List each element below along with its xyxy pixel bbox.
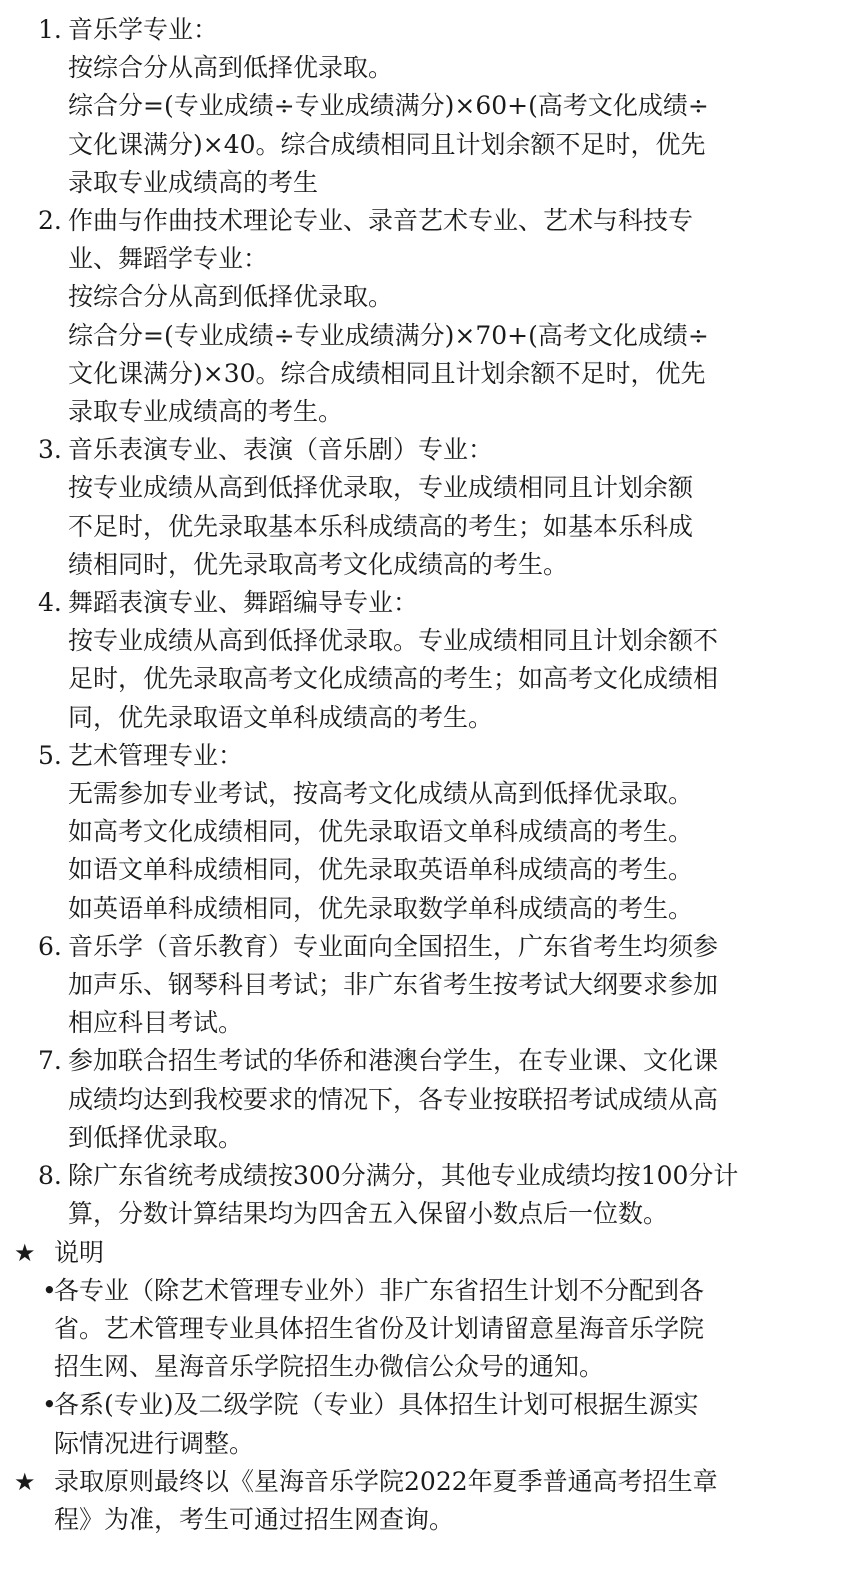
rule-item-6: [0, 928, 862, 1043]
item-line: 如英语单科成绩相同，优先录取数学单科成绩高的考生。: [68, 893, 694, 923]
bullet-line: 省。艺术管理专业具体招生省份及计划请留意星海音乐学院: [54, 1313, 705, 1343]
item-line: 综合分=(专业成绩÷专业成绩满分)×60+(高考文化成绩÷: [68, 91, 709, 121]
item-line: 艺术管理专业：: [68, 740, 244, 770]
item-number: 1.: [38, 15, 62, 44]
bullet-dot-icon: •: [42, 1275, 57, 1305]
bullet-line: 各专业（除艺术管理专业外）非广东省招生计划不分配到各: [54, 1275, 705, 1305]
item-line: 足时，优先录取高考文化成绩高的考生；如高考文化成绩相: [68, 664, 719, 694]
item-line: 按专业成绩从高到低择优录取。专业成绩相同且计划余额不: [68, 626, 719, 656]
note-title: 说明: [54, 1237, 105, 1267]
item-line: 录取专业成绩高的考生。: [68, 397, 344, 427]
item-line: 加声乐、钢琴科目考试；非广东省考生按考试大纲要求参加: [68, 970, 719, 1000]
item-line: 如高考文化成绩相同，优先录取语文单科成绩高的考生。: [68, 817, 694, 847]
final-line: 程》为准，考生可通过招生网查询。: [54, 1504, 455, 1534]
item-line: 绩相同时，优先录取高考文化成绩高的考生。: [68, 549, 569, 579]
item-line: 按综合分从高到低择优录取。: [68, 53, 394, 83]
item-line: 如语文单科成绩相同，优先录取英语单科成绩高的考生。: [68, 855, 694, 885]
rule-item-5: [0, 737, 862, 928]
bullet-dot-icon: •: [42, 1390, 57, 1420]
rule-item-4: [0, 584, 862, 737]
item-line: 除广东省统考成绩按300分满分，其他专业成绩均按100分计: [68, 1161, 739, 1191]
item-line: 综合分=(专业成绩÷专业成绩满分)×70+(高考文化成绩÷: [68, 320, 709, 350]
star-icon: ★: [14, 1467, 36, 1496]
item-number: 3.: [38, 435, 62, 465]
item-line: 音乐表演专业、表演（音乐剧）专业：: [68, 435, 494, 465]
item-line: 不足时，优先录取基本乐科成绩高的考生；如基本乐科成: [68, 511, 694, 541]
item-line: 业、舞蹈学专业：: [68, 244, 269, 274]
final-line: 录取原则最终以《星海音乐学院2022年夏季普通高考招生章: [54, 1466, 718, 1496]
bullet-line: 际情况进行调整。: [54, 1428, 255, 1458]
rule-item-7: [0, 1042, 862, 1157]
item-line: 文化课满分)×40。综合成绩相同且计划余额不足时，优先: [68, 129, 706, 159]
note-bullet-1: [0, 1272, 862, 1387]
rule-item-3: [0, 431, 862, 584]
note-heading: [0, 1234, 862, 1272]
item-line: 作曲与作曲技术理论专业、录音艺术专业、艺术与科技专: [68, 206, 694, 236]
rule-item-1: [0, 11, 862, 202]
item-number: 7.: [38, 1046, 62, 1076]
item-line: 录取专业成绩高的考生: [68, 167, 319, 197]
rule-item-8: [0, 1157, 862, 1233]
item-line: 成绩均达到我校要求的情况下，各专业按联招考试成绩从高: [68, 1084, 719, 1114]
item-line: 按综合分从高到低择优录取。: [68, 282, 394, 312]
item-line: 文化课满分)×30。综合成绩相同且计划余额不足时，优先: [68, 358, 706, 388]
item-line: 参加联合招生考试的华侨和港澳台学生，在专业课、文化课: [68, 1046, 719, 1076]
item-line: 到低择优录取。: [68, 1122, 244, 1152]
rule-item-2: [0, 202, 862, 431]
item-line: 音乐学（音乐教育）专业面向全国招生，广东省考生均须参: [68, 931, 719, 961]
item-number: 4.: [38, 588, 62, 618]
item-number: 8.: [38, 1161, 62, 1191]
item-line: 相应科目考试。: [68, 1008, 244, 1038]
item-line: 按专业成绩从高到低择优录取，专业成绩相同且计划余额: [68, 473, 694, 503]
item-number: 2.: [38, 206, 62, 236]
item-number: 6.: [38, 931, 62, 961]
star-icon: ★: [14, 1238, 36, 1267]
item-line: 无需参加专业考试，按高考文化成绩从高到低择优录取。: [68, 779, 694, 809]
bullet-line: 招生网、星海音乐学院招生办微信公众号的通知。: [54, 1352, 605, 1382]
final-note: [0, 1463, 862, 1539]
item-line: 音乐学专业：: [68, 15, 219, 44]
item-line: 算，分数计算结果均为四舍五入保留小数点后一位数。: [68, 1199, 669, 1229]
bullet-line: 各系(专业)及二级学院（专业）具体招生计划可根据生源实: [54, 1390, 699, 1420]
note-bullet-2: [0, 1386, 862, 1462]
item-line: 同，优先录取语文单科成绩高的考生。: [68, 702, 494, 732]
item-number: 5.: [38, 740, 62, 770]
item-line: 舞蹈表演专业、舞蹈编导专业：: [68, 588, 419, 618]
